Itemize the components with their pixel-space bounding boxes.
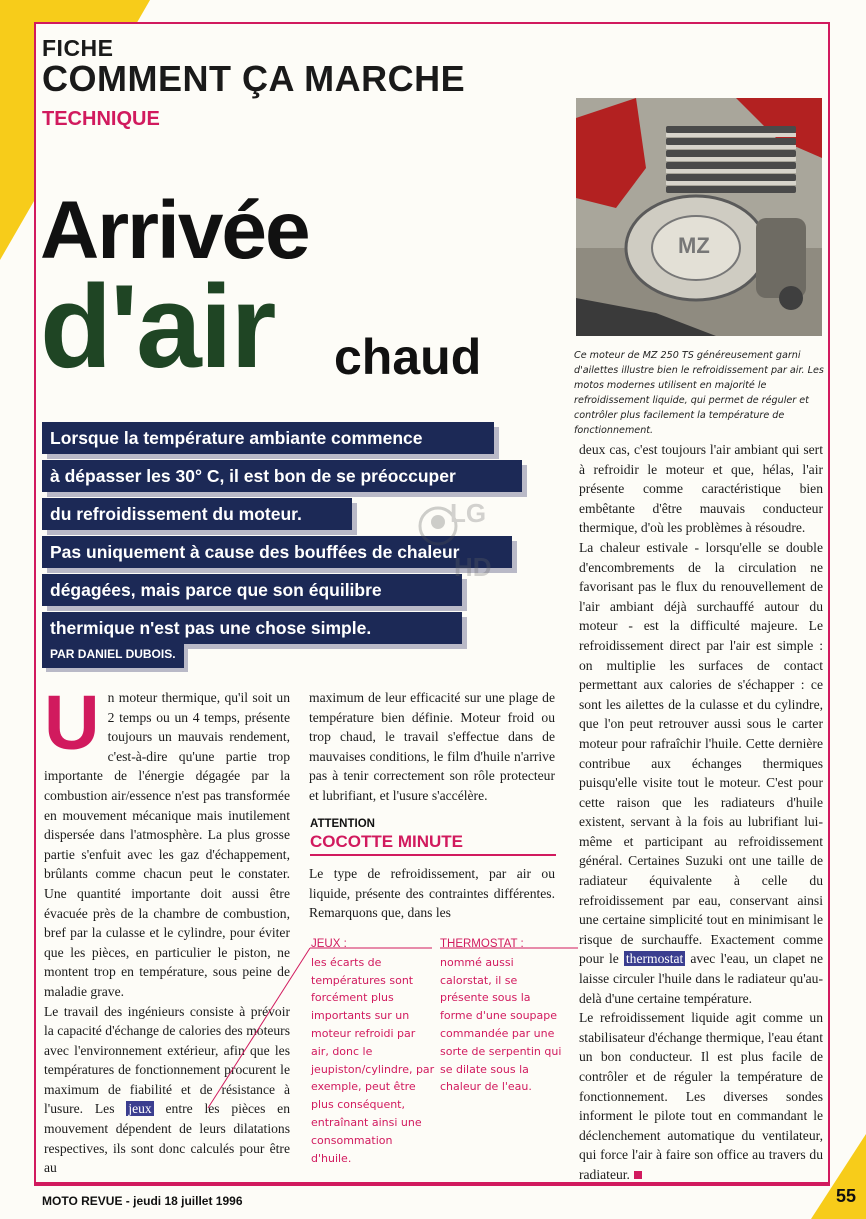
drop-cap: U — [44, 680, 100, 766]
glossary-term-thermostat: thermostat — [625, 951, 684, 967]
title-line-3: chaud — [334, 329, 482, 385]
section-kicker: ATTENTION — [310, 818, 375, 830]
paragraph: Le type de refroidissement, par air ou liquide, présente des contraintes différentes. Remarquons que, dans les — [309, 866, 555, 921]
page-number: 55 — [835, 1186, 856, 1206]
glossary-term: JEUX : — [311, 938, 347, 950]
deck-line: du refroidissement du moteur. — [42, 498, 352, 530]
glossary-definition: nommé aussi calorstat, il se présente sous la forme d'une soupape commandée par une sorte de serpentin qui se dilate sous la chaleur de l'eau. — [440, 955, 562, 1094]
glossary-term: THERMOSTAT : — [440, 938, 524, 950]
footer-divider — [34, 1184, 830, 1186]
paragraph: deux cas, c'est toujours l'air ambiant qui sert à refroidir le moteur et que, hélas, l'air présente comme caractéristique bien embêtante d'être mauvais conducteur thermique, d'où les problèmes à résoudre. — [579, 442, 823, 536]
paragraph-text: Le travail des ingénieurs consiste à prévoir la capacité d'échange de calories des moteurs avec l'environnement extérieur, afin que les températures de fonctionnement procurent le maximum de fiabilité et de résistance à l'usure. Les — [44, 1003, 290, 1117]
deck-line: dégagées, mais parce que son équilibre — [42, 574, 462, 606]
deck-line: thermique n'est pas une chose simple. — [42, 612, 462, 644]
glossary-entry-jeux — [311, 936, 435, 1167]
paragraph — [579, 538, 823, 1008]
paragraph-text: avec l'eau, un clapet ne laisse circuler l'huile dans le radiateur qu'au-delà d'une certaine température. — [579, 951, 823, 1006]
body-column-3 — [579, 440, 823, 1185]
section-heading: COCOTTE MINUTE — [310, 832, 463, 851]
glossary-definition: les écarts de températures sont forcément plus importants sur un moteur refroidi par air, donc le jeupiston/cylindre, par exemple, peut être plus conséquent, entraînant ainsi une consommation d'huile. — [311, 955, 435, 1165]
watermark-text-bottom: HD — [454, 552, 492, 582]
title-line-2: d'air — [40, 261, 275, 393]
paragraph-text: n moteur thermique, qu'il soit un 2 temps ou un 4 temps, présente toujours un mauvais rendement, c'est-à-dire qu'une partie trop importante de l'énergie dégagée par la combustion air/essence n'est pas transformée en mouvement mécanique mais inutilement dispersée dans l'atmosphère. La plus grosse partie s'enfuit avec les gaz d'échappement, brûlants comme chacun peut le constater. Une quantité importante doit aussi être évacuée près de la chambre de combustion, bref par la culasse et le cylindre, pour éviter que les pièces, en particulier le piston, ne montent trop en température, sous peine de maladie grave. — [44, 690, 290, 999]
byline: PAR DANIEL DUBOIS. — [42, 641, 184, 668]
watermark-text-top: LG — [450, 498, 487, 528]
section-label-technique: TECHNIQUE — [42, 108, 160, 130]
section-label-main: COMMENT ÇA MARCHE — [42, 58, 466, 99]
glossary-term-jeux: jeux — [128, 1101, 152, 1117]
section-label-fiche: FICHE — [42, 35, 114, 61]
end-of-article-icon — [634, 1171, 642, 1179]
paragraph: maximum de leur efficacité sur une plage de température bien définie. Moteur froid ou trop chaud, le travail s'effectue dans de mauvaises conditions, le film d'huile n'arrive pas à tenir correctement son rôle protecteur et lubrifiant, et l'usure s'accélère. — [309, 690, 555, 803]
engine-brand-badge: MZ — [678, 233, 710, 258]
paragraph-text: Le refroidissement liquide agit comme un stabilisateur d'échange thermique, l'eau étant un bon conducteur. Il est plus facile de contrôler et de réguler la température de fonctionnement. Les diverses sondes informent le pilote tout en commandant le déclenchement automatique du ventilateur, qui force l'air à faire son office au travers du radiateur. — [579, 1010, 823, 1182]
paragraph — [579, 1008, 823, 1184]
glossary-entry-thermostat — [440, 936, 564, 1096]
deck-line: à dépasser les 30° C, il est bon de se préoccuper — [42, 460, 522, 492]
deck-line: Pas uniquement à cause des bouffées de chaleur — [42, 536, 512, 568]
footer-publication: MOTO REVUE - jeudi 18 juillet 1996 — [42, 1194, 243, 1208]
paragraph-text: La chaleur estivale - lorsqu'elle se double d'encombrements de la circulation ne favorisant pas le flux du renouvellement de l'air ambiant déjà surchauffé autour du moteur - est la difficulté majeure. Le refroidissement direct par l'air est simple : on multiplie les surfaces de contact permettant aux calories de s'échapper : ce sont les ailettes de la culasse et du cylindre, que l'on peut retrouver aussi sous le carter moteur pour rafraîchir l'huile. Cette dernière contribue aux échanges thermiques puisqu'elle visite tout le moteur. C'est pour cette raison que les radiateurs d'huile existent, servant à la fois au lubrifiant lui-même et participant au refroidissement général. Certaines Suzuki ont une taille de radiateur équivalente à celle du refroidissement par eau, conservant ainsi une certaine simplicité tout en minimisant le risque de surchauffe. Exactement comme pour le — [579, 539, 823, 967]
photo-caption: Ce moteur de MZ 250 TS généreusement garni d'ailettes illustre bien le refroidissement par air. Les motos modernes utilisent en majorité le refroidissement liquide, qui permet de réguler et contrôler plus facilement la température de fonctionnement. — [574, 350, 824, 436]
title-line-1: Arrivée — [40, 185, 309, 276]
deck-line: Lorsque la température ambiante commence — [42, 422, 494, 454]
paragraph-text: entre les pièces en mouvement dépendent de leurs dilatations respectives, ils sont donc calculés pour être au — [44, 1101, 290, 1176]
